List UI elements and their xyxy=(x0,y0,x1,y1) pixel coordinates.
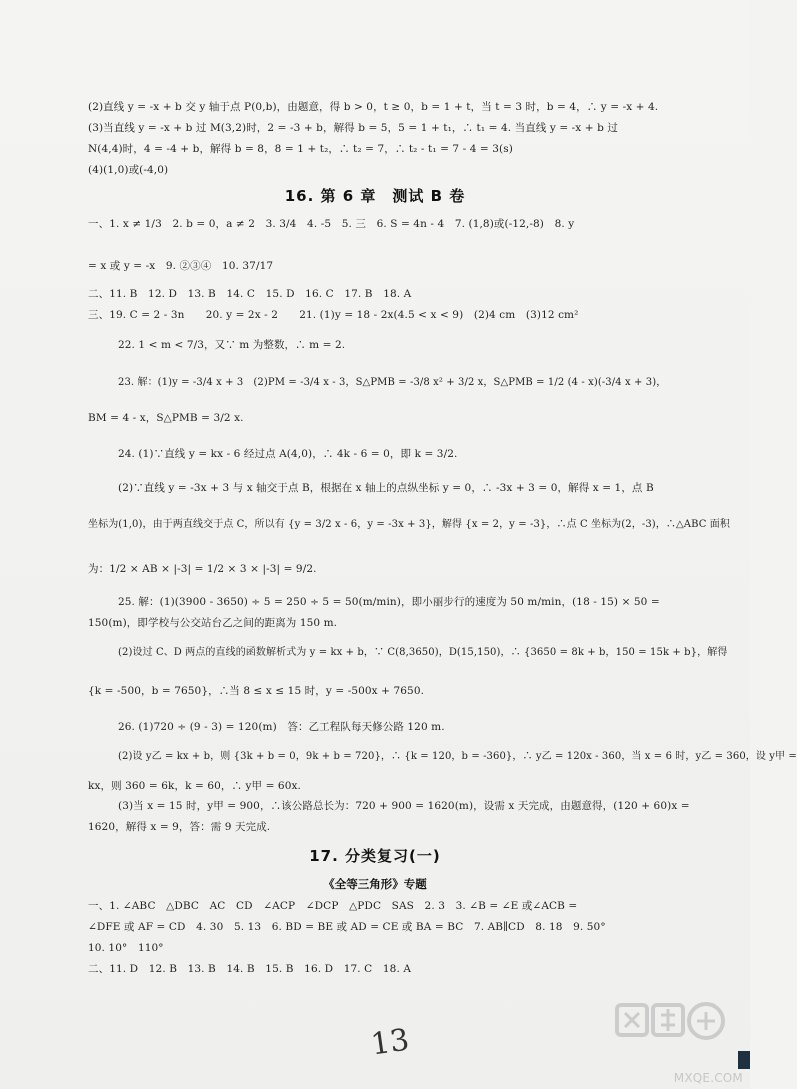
intro-line-4: (4)(1,0)或(-4,0) xyxy=(88,164,169,176)
section-16-line-13: 150(m)，即学校与公交站台乙之间的距离为 150 m. xyxy=(88,617,338,629)
section-16-line-12: 25. 解：(1)(3900 - 3650) ÷ 5 = 250 ÷ 5 = 50(m/min)，即小丽步行的速度为 50 m/min，(18 - 15) × 50 = xyxy=(118,596,660,608)
page-number: 13 xyxy=(368,1022,412,1063)
section-16-line-7: BM = 4 - x，S△PMB = 3/2 x. xyxy=(88,412,244,424)
section-16-line-17: (2)设 y乙 = kx + b，则 {3k + b = 0，9k + b = 720}，∴ {k = 120，b = -360}，∴ y乙 = 120x - 360，当 x = 6 时，y乙 = 360，设 y甲 = xyxy=(118,751,797,762)
section-17-title: 17. 分类复习(一) xyxy=(309,847,441,865)
section-17-line-4: 二、11. D 12. B 13. B 14. B 15. B 16. D 17. C 18. A xyxy=(88,963,412,975)
section-16-line-16: 26. (1)720 ÷ (9 - 3) = 120(m) 答：乙工程队每天修公路 120 m. xyxy=(118,721,445,733)
section-16-line-4: 三、19. C = 2 - 3n 20. y = 2x - 2 21. (1)y = 18 - 2x(4.5 < x < 9) (2)4 cm (3)12 cm² xyxy=(88,309,579,321)
section-16-line-6: 23. 解：(1)y = -3/4 x + 3 (2)PM = -3/4 x - 3，S△PMB = -3/8 x² + 3/2 x，S△PMB = 1/2 (4 - x)(-3/4 x + 3)， xyxy=(118,377,667,388)
section-16-line-5: 22. 1 < m < 7/3，又∵ m 为整数，∴ m = 2. xyxy=(118,339,346,351)
section-16-line-8: 24. (1)∵直线 y = kx - 6 经过点 A(4,0)，∴ 4k - 6 = 0，即 k = 3/2. xyxy=(118,448,458,460)
section-17-line-1: 一、1. ∠ABC △DBC AC CD ∠ACP ∠DCP △PDC SAS 2. 3 3. ∠B = ∠E 或∠ACB = xyxy=(88,900,578,912)
section-16-line-11: 为：1/2 × AB × |-3| = 1/2 × 3 × |-3| = 9/2. xyxy=(88,563,317,575)
section-17-subtitle: 《全等三角形》专题 xyxy=(323,877,427,891)
section-16-line-10: 坐标为(1,0)，由于两直线交于点 C，所以有 {y = 3/2 x - 6，y = -3x + 3}，解得 {x = 2，y = -3}，∴点 C 坐标为(2，-3)，∴△ABC 面积 xyxy=(88,519,730,530)
page-edge-mark xyxy=(738,1051,750,1069)
section-16-line-19: (3)当 x = 15 时，y甲 = 900，∴该公路总长为：720 + 900 = 1620(m)，设需 x 天完成，由题意得，(120 + 60)x = xyxy=(118,800,690,812)
section-17-line-2: ∠DFE 或 AF = CD 4. 30 5. 13 6. BD = BE 或 AD = CE 或 BA = BC 7. AB∥CD 8. 18 9. 50° xyxy=(88,921,606,933)
section-16-line-18: kx，则 360 = 6k，k = 60，∴ y甲 = 60x. xyxy=(88,780,301,792)
intro-line-1: (2)直线 y = -x + b 交 y 轴于点 P(0,b)，由题意，得 b > 0，t ≥ 0，b = 1 + t，当 t = 3 时，b = 4，∴ y = -x + 4. xyxy=(88,101,659,113)
section-16-line-14: (2)设过 C、D 两点的直线的函数解析式为 y = kx + b，∵ C(8,3650)，D(15,150)，∴ {3650 = 8k + b，150 = 15k + b}，解得 xyxy=(118,647,728,658)
section-16-line-15: {k = -500，b = 7650}，∴当 8 ≤ x ≤ 15 时，y = -500x + 7650. xyxy=(88,685,425,697)
section-16-line-9: (2)∵直线 y = -3x + 3 与 x 轴交于点 B，根据在 x 轴上的点纵坐标 y = 0，∴ -3x + 3 = 0，解得 x = 1，点 B xyxy=(118,482,654,494)
watermark-site-text: MXQE.COM xyxy=(673,1071,743,1085)
section-16-line-20: 1620，解得 x = 9，答：需 9 天完成. xyxy=(88,821,271,833)
section-16-line-3: 二、11. B 12. D 13. B 14. C 15. D 16. C 17. B 18. A xyxy=(88,288,412,300)
intro-line-3: N(4,4)时，4 = -4 + b，解得 b = 8，8 = 1 + t₂，∴ t₂ = 7，∴ t₂ - t₁ = 7 - 4 = 3(s) xyxy=(88,143,513,155)
intro-line-2: (3)当直线 y = -x + b 过 M(3,2)时，2 = -3 + b，解得 b = 5，5 = 1 + t₁，∴ t₁ = 4. 当直线 y = -x + b 过 xyxy=(88,122,618,134)
section-16-line-2: = x 或 y = -x 9. ②③④ 10. 37/17 xyxy=(88,260,274,272)
section-17-line-3: 10. 10° 110° xyxy=(88,942,164,954)
section-16-line-1: 一、1. x ≠ 1/3 2. b = 0，a ≠ 2 3. 3/4 4. -5 5. 三 6. S = 4n - 4 7. (1,8)或(-12,-8) 8. y xyxy=(88,218,575,230)
watermark-logo-icon xyxy=(605,999,740,1081)
section-16-title: 16. 第 6 章 测试 B 卷 xyxy=(284,187,466,205)
